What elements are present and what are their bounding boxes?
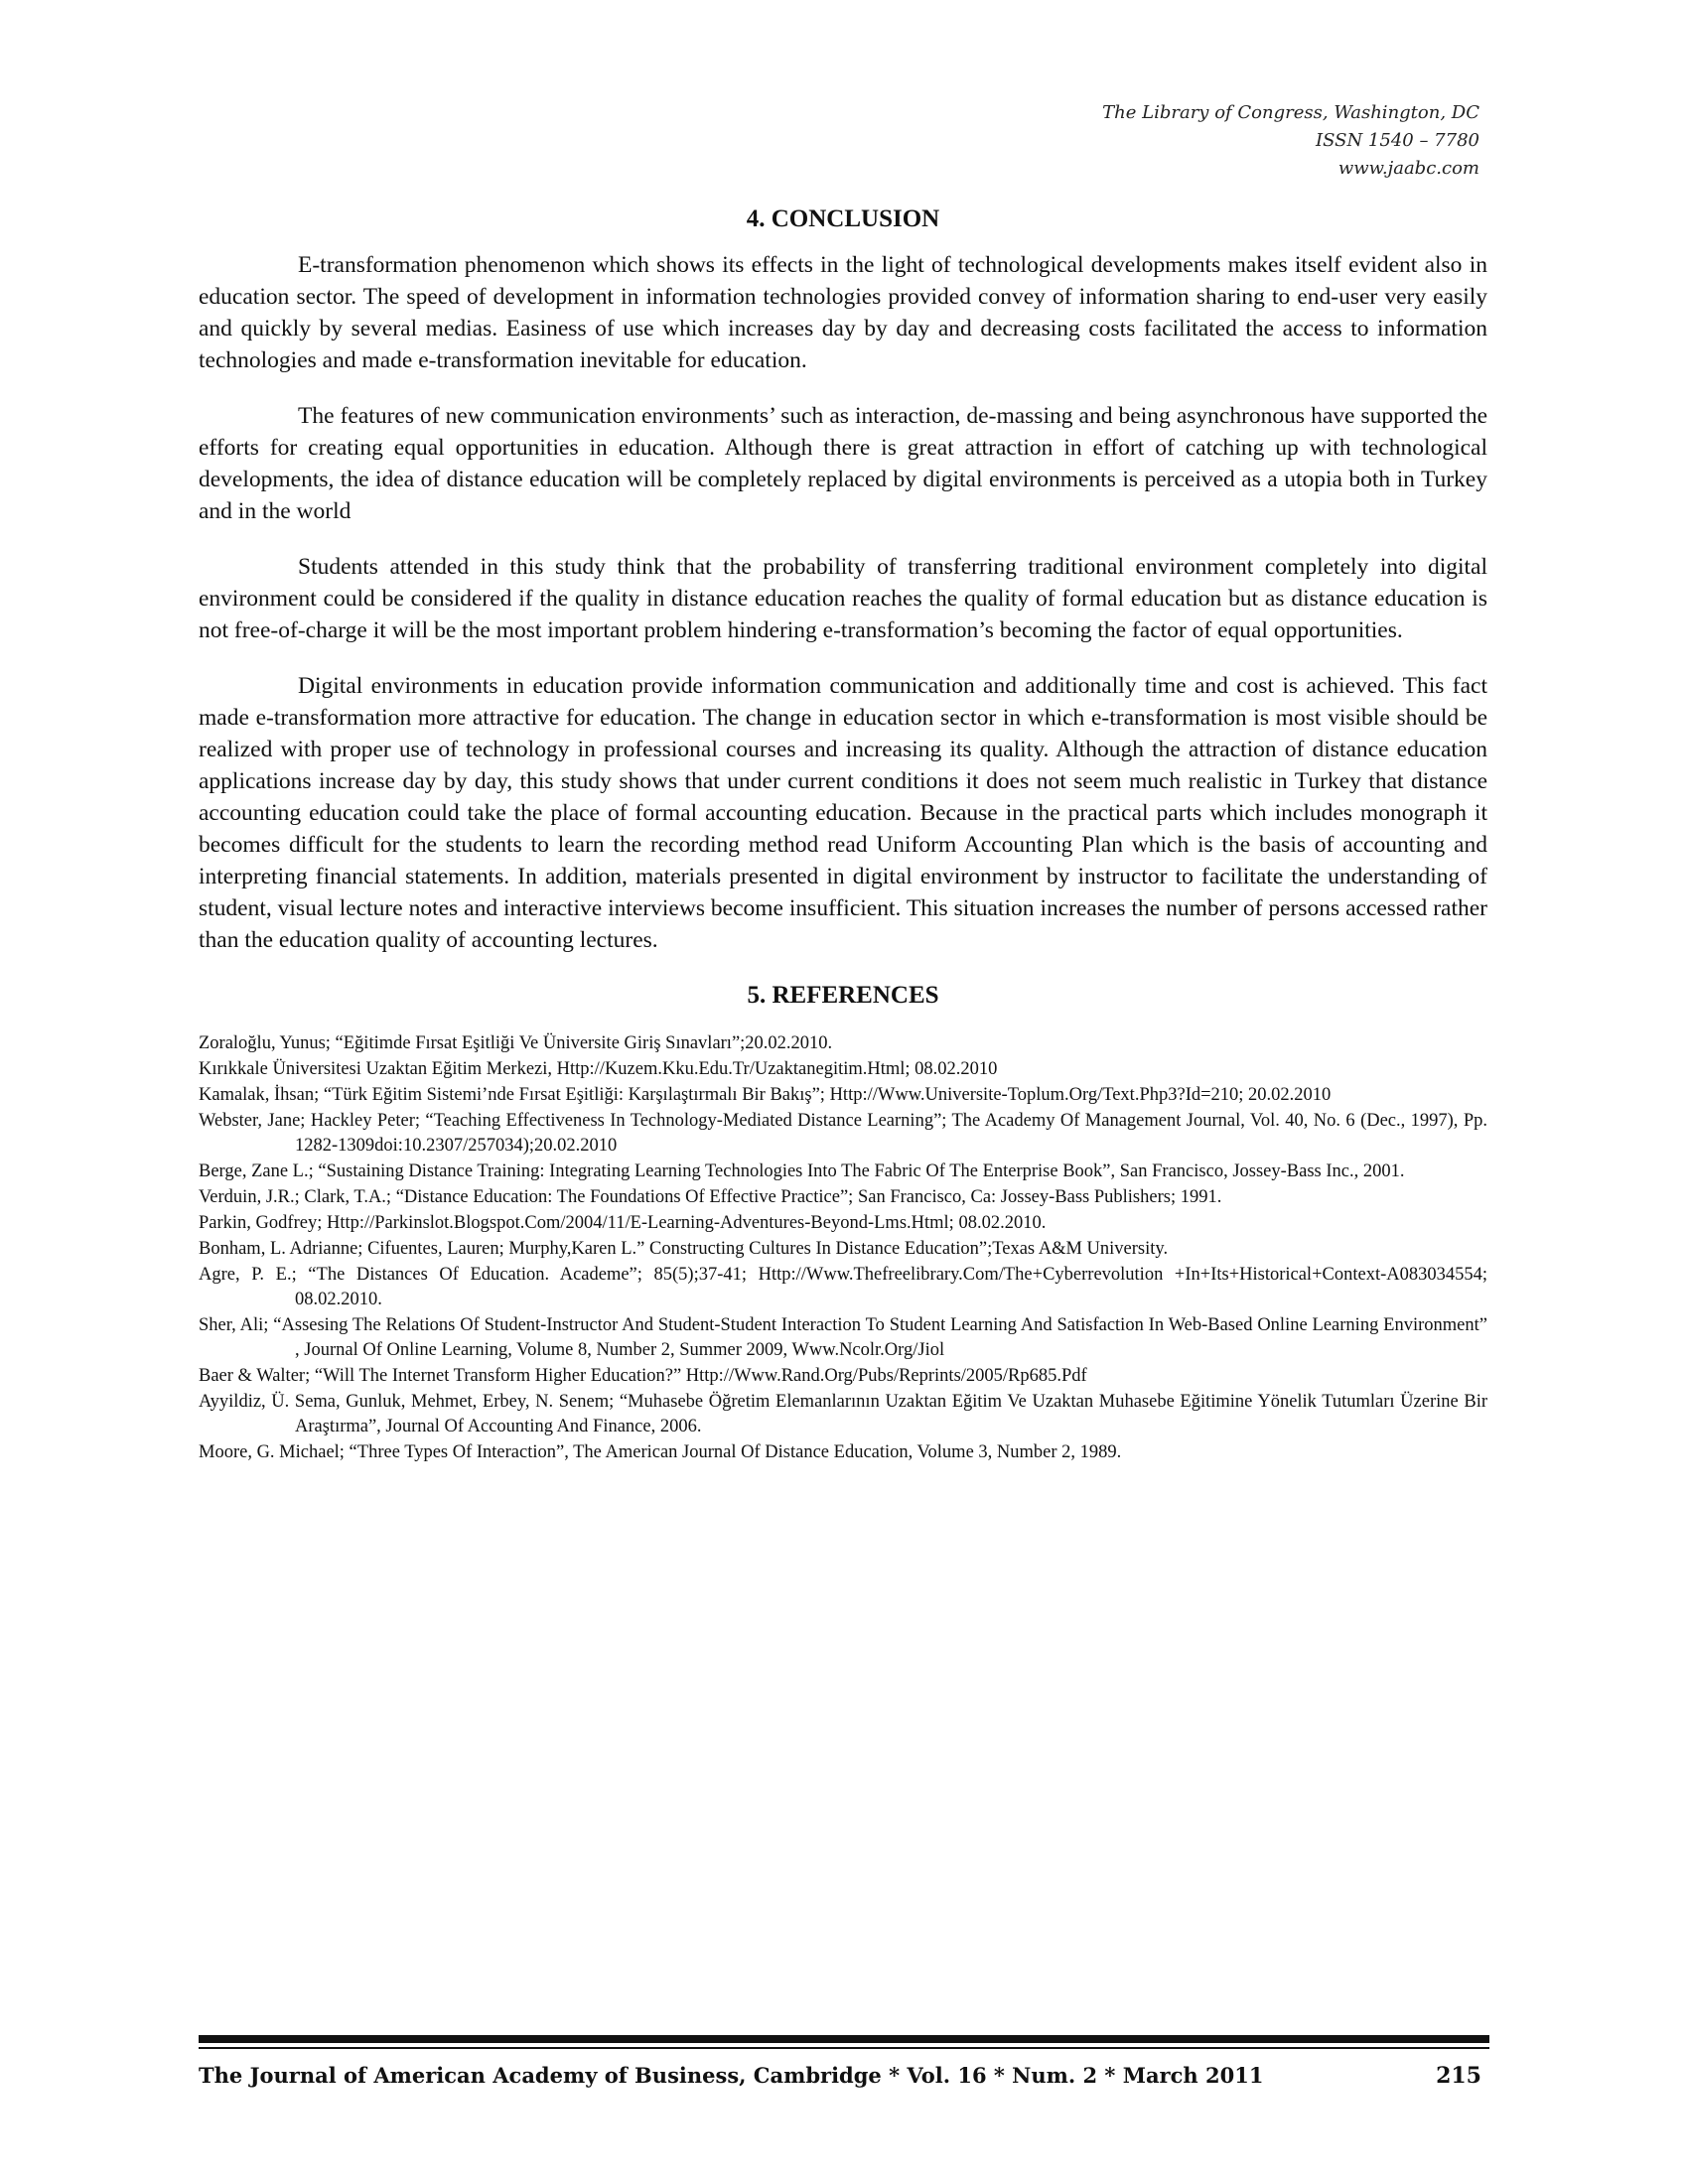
reference-item: Agre, P. E.; “The Distances Of Education. Academe”; 85(5);37-41; Http://Www.Thefreelibrary.Com/The+Cyberrevolution +In+Its+Historical+Context-A083034554; 08.02.2010. <box>199 1265 1487 1309</box>
footer-rule <box>199 2035 1489 2043</box>
header-library: The Library of Congress, Washington, DC <box>1102 102 1479 123</box>
conclusion-paragraph: Students attended in this study think that the probability of transferring traditional environment completely into digital environment could be considered if the quality in distance education reaches the quality of formal education but as distance education is not free-of-charge it will be the most important problem hindering e-transformation’s becoming the factor of equal opportunities. <box>199 554 1487 643</box>
conclusion-paragraph: E-transformation phenomenon which shows its effects in the light of technological developments makes itself evident also in education sector. The speed of development in information technologies provided convey of information sharing to end-user very easily and quickly by several medias. Easiness of use which increases day by day and decreasing costs facilitated the access to information technologies and made e-transformation inevitable for education. <box>199 252 1487 373</box>
reference-item: Berge, Zane L.; “Sustaining Distance Training: Integrating Learning Technologies Into The Fabric Of The Enterprise Book”, San Francisco, Jossey-Bass Inc., 2001. <box>199 1161 1405 1181</box>
reference-item: Zoraloğlu, Yunus; “Eğitimde Fırsat Eşitliği Ve Üniversite Giriş Sınavları”;20.02.2010. <box>199 1033 833 1053</box>
header-website: www.jaabc.com <box>1337 158 1479 179</box>
page-number: 215 <box>1436 2063 1481 2089</box>
references-list <box>199 1031 1487 1465</box>
conclusion-heading: 4. CONCLUSION <box>746 205 940 232</box>
reference-item: Kamalak, İhsan; “Türk Eğitim Sistemi’nde Fırsat Eşitliği: Karşılaştırmalı Bir Bakış”; Http://Www.Universite-Toplum.Org/Text.Php3?Id=210; 20.02.2010 <box>199 1085 1332 1105</box>
reference-item: Kırıkkale Üniversitesi Uzaktan Eğitim Merkezi, Http://Kuzem.Kku.Edu.Tr/Uzaktanegitim.Html; 08.02.2010 <box>199 1059 998 1079</box>
reference-item: Bonham, L. Adrianne; Cifuentes, Lauren; Murphy,Karen L.” Constructing Cultures In Distance Education”;Texas A&M University. <box>199 1239 1169 1259</box>
reference-item: Webster, Jane; Hackley Peter; “Teaching Effectiveness In Technology-Mediated Distance Learning”; The Academy Of Management Journal, Vol. 40, No. 6 (Dec., 1997), Pp. 1282-1309doi:10.2307/257034);20.02.2010 <box>199 1111 1487 1156</box>
reference-item: Parkin, Godfrey; Http://Parkinslot.Blogspot.Com/2004/11/E-Learning-Adventures-Beyond-Lms.Html; 08.02.2010. <box>199 1213 1047 1233</box>
references-heading: 5. REFERENCES <box>747 982 939 1009</box>
reference-item: Verduin, J.R.; Clark, T.A.; “Distance Education: The Foundations Of Effective Practice”; San Francisco, Ca: Jossey-Bass Publishers; 1991. <box>199 1187 1222 1207</box>
running-header <box>1102 99 1479 183</box>
reference-item: Baer & Walter; “Will The Internet Transform Higher Education?” Http://Www.Rand.Org/Pubs/Reprints/2005/Rp685.Pdf <box>199 1366 1087 1386</box>
footer-journal-citation: The Journal of American Academy of Business, Cambridge * Vol. 16 * Num. 2 * March 2011 <box>199 2063 1264 2088</box>
reference-item: Moore, G. Michael; “Three Types Of Interaction”, The American Journal Of Distance Education, Volume 3, Number 2, 1989. <box>199 1442 1122 1462</box>
conclusion-paragraph: The features of new communication environments’ such as interaction, de-massing and being asynchronous have supported the efforts for creating equal opportunities in education. Although there is great attraction in effort of catching up with technological developments, the idea of distance education will be completely replaced by digital environments is perceived as a utopia both in Turkey and in the world <box>199 403 1487 524</box>
reference-item: Sher, Ali; “Assesing The Relations Of Student-Instructor And Student-Student Interaction To Student Learning And Satisfaction In Web-Based Online Learning Environment” , Journal Of Online Learning, Volume 8, Number 2, Summer 2009, Www.Ncolr.Org/Jiol <box>199 1315 1487 1360</box>
page-content <box>199 204 1487 1466</box>
footer-rule-thin <box>199 2047 1489 2049</box>
conclusion-paragraph: Digital environments in education provide information communication and additionally time and cost is achieved. This fact made e-transformation more attractive for education. The change in education sector in which e-transformation is most visible should be realized with proper use of technology in professional courses and increasing its quality. Although the attraction of distance education applications increase day by day, this study shows that under current conditions it does not seem much realistic in Turkey that distance accounting education could take the place of formal accounting education. Because in the practical parts which includes monograph it becomes difficult for the students to learn the recording method read Uniform Accounting Plan which is the basis of accounting and interpreting financial statements. In addition, materials presented in digital environment by instructor to facilitate the understanding of student, visual lecture notes and interactive interviews become insufficient. This situation increases the number of persons accessed rather than the education quality of accounting lectures. <box>199 673 1487 953</box>
header-issn: ISSN 1540 – 7780 <box>1316 130 1479 151</box>
reference-item: Ayyildiz, Ü. Sema, Gunluk, Mehmet, Erbey, N. Senem; “Muhasebe Öğretim Elemanlarının Uzaktan Eğitim Ve Uzaktan Muhasebe Eğitimine Yönelik Tutumları Üzerine Bir Araştırma”, Journal Of Accounting And Finance, 2006. <box>199 1392 1487 1436</box>
